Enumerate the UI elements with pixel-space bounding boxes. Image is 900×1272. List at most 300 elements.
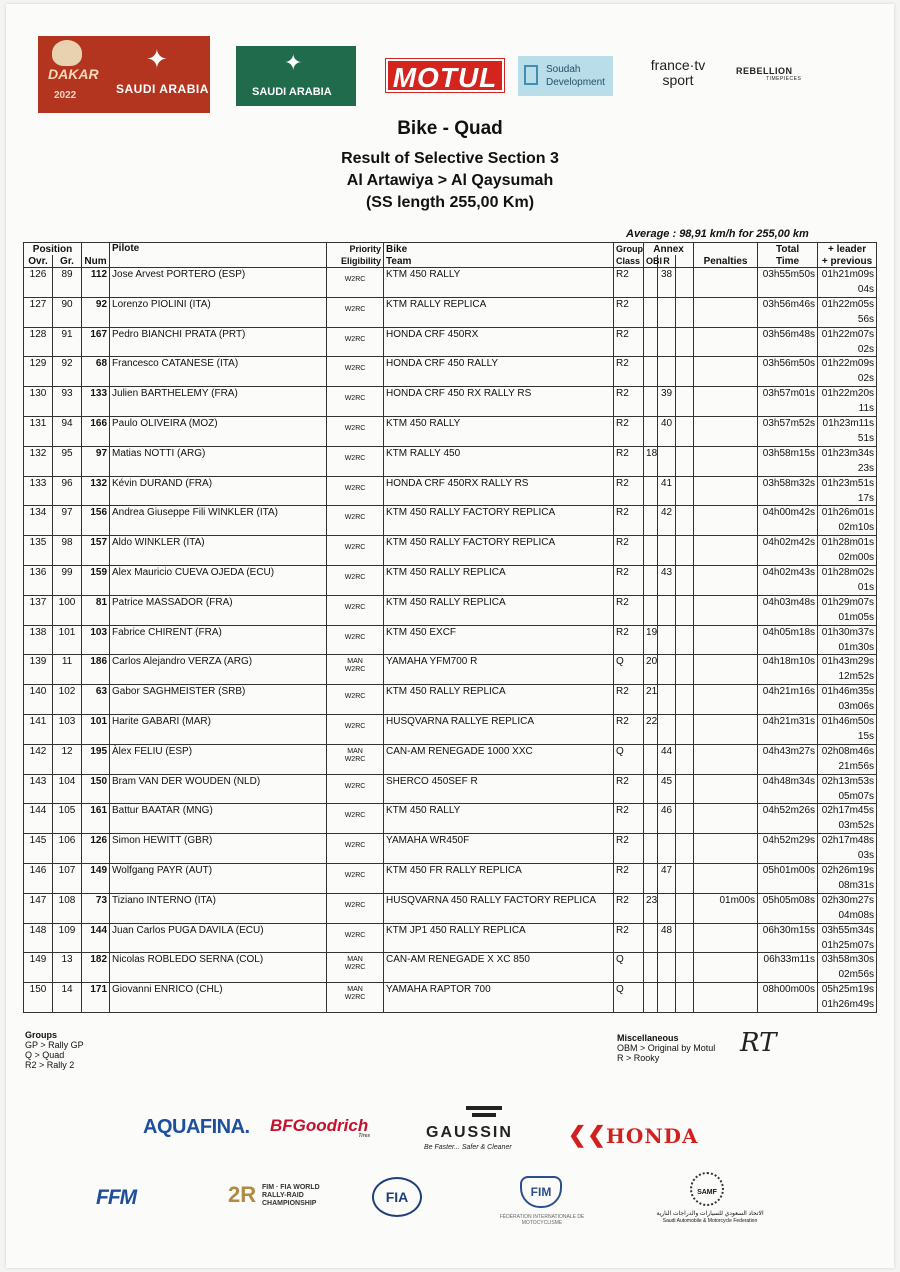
cls-cell: R2 xyxy=(614,863,644,893)
bike-cell: KTM 450 RALLY FACTORY REPLICA xyxy=(384,506,614,536)
annex-extra-cell xyxy=(676,327,694,357)
table-row xyxy=(24,834,877,864)
pen-cell xyxy=(694,953,758,983)
pen-cell xyxy=(694,268,758,298)
pen-cell xyxy=(694,595,758,625)
gap-leader: 01h28m02s xyxy=(821,566,875,578)
w2rc-mark: 2R xyxy=(228,1182,257,1207)
r-cell xyxy=(658,953,676,983)
gap-leader: 01h30m37s xyxy=(821,626,875,638)
gap-leader: 01h21m09s xyxy=(821,269,875,280)
pilote-cell: Bram VAN DER WOUDEN (NLD) xyxy=(110,774,327,804)
gap-leader: 01h46m35s xyxy=(821,686,875,698)
obi-cell: 22 xyxy=(644,714,658,744)
cls-cell: R2 xyxy=(614,923,644,953)
bike-cell: KTM 450 RALLY FACTORY REPLICA xyxy=(384,536,614,566)
eligibility-value xyxy=(329,693,381,701)
total-cell: 04h02m43s xyxy=(758,565,818,595)
total-cell: 04h43m27s xyxy=(758,744,818,774)
table-row xyxy=(24,536,877,566)
leader-previous-cell xyxy=(818,268,877,298)
total-cell: 04h21m16s xyxy=(758,685,818,715)
bike-cell: KTM RALLY 450 xyxy=(384,446,614,476)
obi-cell xyxy=(644,774,658,804)
ovr-cell: 150 xyxy=(24,983,53,1013)
eligibility-tag: W2RC xyxy=(344,365,366,373)
r-cell xyxy=(658,655,676,685)
gap-previous: 51s xyxy=(857,432,875,444)
annex-extra-cell xyxy=(676,744,694,774)
annex-extra-cell xyxy=(676,863,694,893)
cls-cell: R2 xyxy=(614,476,644,506)
r-cell: 48 xyxy=(658,923,676,953)
gr-cell: 101 xyxy=(53,625,82,655)
eligibility-tag: W2RC xyxy=(344,573,366,581)
pilote-cell: Gabor SAGHMEISTER (SRB) xyxy=(110,685,327,715)
annex-extra-cell xyxy=(676,536,694,566)
eligibility-cell xyxy=(327,268,384,298)
leader-previous-cell xyxy=(818,953,877,983)
gr-cell: 11 xyxy=(53,655,82,685)
groups-legend-item: R2 > Rally 2 xyxy=(25,1060,75,1070)
gaussin-stripe-icon xyxy=(472,1113,496,1117)
pen-cell xyxy=(694,983,758,1013)
gap-previous: 21m56s xyxy=(838,760,875,772)
w2rc-logo xyxy=(228,1180,328,1216)
samf-emblem-icon xyxy=(690,1172,724,1206)
gap-leader: 02h26m19s xyxy=(821,864,875,876)
pilote-cell: Lorenzo PIOLINI (ITA) xyxy=(110,297,327,327)
table-row xyxy=(24,387,877,417)
total-cell: 03h58m15s xyxy=(758,446,818,476)
eligibility-value xyxy=(329,395,381,403)
pilote-cell: Jose Arvest PORTERO (ESP) xyxy=(110,268,327,298)
annex-extra-cell xyxy=(676,595,694,625)
annex-extra-cell xyxy=(676,268,694,298)
eligibility-value xyxy=(329,425,381,433)
leader-header: + leader xyxy=(818,243,877,256)
pilote-cell: Nicolas ROBLEDO SERNA (COL) xyxy=(110,953,327,983)
saudi-arabia-logo xyxy=(236,46,356,106)
eligibility-tag: W2RC xyxy=(344,871,366,879)
bike-cell: KTM RALLY REPLICA xyxy=(384,297,614,327)
ovr-cell: 141 xyxy=(24,714,53,744)
r-cell: 45 xyxy=(658,774,676,804)
leader-previous-cell xyxy=(818,863,877,893)
motul-logo: MOTUL xyxy=(386,59,504,92)
eligibility-tag: W2RC xyxy=(344,964,366,972)
table-row xyxy=(24,685,877,715)
gr-cell: 90 xyxy=(53,297,82,327)
time-header: Time xyxy=(758,255,818,268)
fim-wordmark: FIM xyxy=(530,1185,552,1199)
ovr-cell: 142 xyxy=(24,744,53,774)
obi-cell xyxy=(644,268,658,298)
pen-cell xyxy=(694,714,758,744)
pilote-cell: Fabrice CHIRENT (FRA) xyxy=(110,625,327,655)
obi-cell xyxy=(644,357,658,387)
num-cell: 171 xyxy=(82,983,110,1013)
pilote-cell: Andrea Giuseppe Fili WINKLER (ITA) xyxy=(110,506,327,536)
gap-leader: 02h13m53s xyxy=(821,775,875,787)
bike-cell: HONDA CRF 450RX xyxy=(384,327,614,357)
eligibility-cell xyxy=(327,476,384,506)
eligibility-cell xyxy=(327,506,384,536)
num-cell: 167 xyxy=(82,327,110,357)
leader-previous-cell xyxy=(818,476,877,506)
eligibility-value xyxy=(329,872,381,880)
leader-previous-cell xyxy=(818,506,877,536)
obi-cell xyxy=(644,327,658,357)
palm-swords-icon: ✦ xyxy=(146,44,168,74)
r-cell xyxy=(658,446,676,476)
pilote-cell: Julien BARTHELEMY (FRA) xyxy=(110,387,327,417)
annex-extra-cell xyxy=(676,506,694,536)
table-row xyxy=(24,327,877,357)
annex-extra-cell xyxy=(676,446,694,476)
gap-leader: 01h23m11s xyxy=(822,417,875,429)
gap-leader: 02h17m48s xyxy=(821,835,875,847)
eligibility-tag: W2RC xyxy=(344,305,366,313)
pen-cell xyxy=(694,387,758,417)
gap-leader: 03h58m30s xyxy=(821,954,875,966)
bike-cell: YAMAHA RAPTOR 700 xyxy=(384,983,614,1013)
eligibility-cell xyxy=(327,297,384,327)
eligibility-tag: W2RC xyxy=(344,931,366,939)
obi-cell xyxy=(644,744,658,774)
gap-previous: 03s xyxy=(857,850,875,862)
gr-header: Gr. xyxy=(53,255,82,268)
num-cell: 112 xyxy=(82,268,110,298)
total-cell: 04h48m34s xyxy=(758,774,818,804)
annex-extra-cell xyxy=(676,565,694,595)
table-row xyxy=(24,983,877,1013)
saudi-arabia-wordmark: SAUDI ARABIA xyxy=(252,86,332,98)
bike-cell: HONDA CRF 450 RALLY xyxy=(384,357,614,387)
num-cell: 157 xyxy=(82,536,110,566)
gap-previous: 15s xyxy=(857,730,875,742)
penalties-header: Penalties xyxy=(694,255,758,268)
aquafina-logo: AQUAFINA. xyxy=(143,1116,250,1138)
annex-extra-cell xyxy=(676,953,694,983)
eligibility-value xyxy=(329,365,381,373)
num-cell: 166 xyxy=(82,416,110,446)
eligibility-cell xyxy=(327,536,384,566)
r-cell xyxy=(658,983,676,1013)
groups-legend-item: GP > Rally GP xyxy=(25,1040,84,1050)
gap-previous: 05m07s xyxy=(838,790,875,802)
annex-extra-cell xyxy=(676,893,694,923)
gr-cell: 109 xyxy=(53,923,82,953)
eligibility-tag: W2RC xyxy=(344,514,366,522)
fim-sub: FÉDÉRATION INTERNATIONALE DE MOTOCYCLISME xyxy=(499,1214,585,1226)
dakar-helmet-icon xyxy=(52,40,82,66)
position-header: Position xyxy=(24,243,82,256)
eligibility-tag: W2RC xyxy=(344,722,366,730)
bike-cell: KTM 450 RALLY xyxy=(384,804,614,834)
soudah-line-1: Soudah xyxy=(546,64,581,75)
eligibility-cell xyxy=(327,446,384,476)
pilote-cell: Battur BAATAR (MNG) xyxy=(110,804,327,834)
num-cell: 103 xyxy=(82,625,110,655)
total-cell: 04h05m18s xyxy=(758,625,818,655)
ftv-line-2: sport xyxy=(662,72,694,88)
pen-cell xyxy=(694,506,758,536)
gr-cell: 102 xyxy=(53,685,82,715)
eligibility-tag: MAN xyxy=(347,956,363,964)
num-cell: 97 xyxy=(82,446,110,476)
r-cell xyxy=(658,327,676,357)
eligibility-tag: W2RC xyxy=(344,484,366,492)
eligibility-tag: W2RC xyxy=(344,276,366,283)
num-cell: 195 xyxy=(82,744,110,774)
eligibility-cell xyxy=(327,983,384,1013)
eligibility-cell xyxy=(327,625,384,655)
eligibility-cell xyxy=(327,893,384,923)
eligibility-value xyxy=(329,842,381,850)
pen-cell xyxy=(694,446,758,476)
bike-cell: YAMAHA YFM700 R xyxy=(384,655,614,685)
gap-leader: 01h43m29s xyxy=(821,656,875,668)
table-row xyxy=(24,268,877,298)
ovr-cell: 140 xyxy=(24,685,53,715)
bike-cell: KTM JP1 450 RALLY REPLICA xyxy=(384,923,614,953)
gr-cell: 96 xyxy=(53,476,82,506)
annex-extra-cell xyxy=(676,714,694,744)
misc-legend-title: Miscellaneous xyxy=(617,1033,679,1043)
cls-cell: R2 xyxy=(614,297,644,327)
obi-cell: 20 xyxy=(644,655,658,685)
obi-cell: 23 xyxy=(644,893,658,923)
leader-previous-cell xyxy=(818,536,877,566)
leader-previous-cell xyxy=(818,446,877,476)
num-cell: 156 xyxy=(82,506,110,536)
eligibility-value xyxy=(329,514,381,522)
total-cell: 06h33m11s xyxy=(758,953,818,983)
gaussin-stripe-icon xyxy=(466,1106,502,1110)
pilote-cell: Harite GABARI (MAR) xyxy=(110,714,327,744)
eligibility-value xyxy=(329,658,381,674)
eligibility-cell xyxy=(327,416,384,446)
gr-cell: 99 xyxy=(53,565,82,595)
gap-leader: 01h26m01s xyxy=(821,507,875,519)
table-row xyxy=(24,893,877,923)
bike-cell: KTM 450 RALLY xyxy=(384,268,614,298)
dakar-country: SAUDI ARABIA xyxy=(116,82,209,96)
misc-legend-item: OBM > Original by Motul xyxy=(617,1043,716,1053)
obi-cell xyxy=(644,595,658,625)
gr-cell: 91 xyxy=(53,327,82,357)
eligibility-value xyxy=(329,276,381,284)
rebellion-sub: TIMEPIECES xyxy=(766,76,802,82)
table-row xyxy=(24,774,877,804)
pen-cell xyxy=(694,625,758,655)
obi-header: OBI xyxy=(644,255,658,268)
gr-cell: 107 xyxy=(53,863,82,893)
gap-previous: 01s xyxy=(857,581,875,593)
r-header: R xyxy=(658,255,676,268)
ovr-cell: 149 xyxy=(24,953,53,983)
gr-cell: 104 xyxy=(53,774,82,804)
annex-extra-header xyxy=(676,255,694,268)
gap-previous: 01h26m49s xyxy=(821,999,875,1011)
total-cell: 04h02m42s xyxy=(758,536,818,566)
annex-extra-cell xyxy=(676,774,694,804)
r-cell: 43 xyxy=(658,565,676,595)
pilote-cell: Kévin DURAND (FRA) xyxy=(110,476,327,506)
misc-legend xyxy=(617,1033,715,1063)
cls-cell: R2 xyxy=(614,565,644,595)
pen-cell xyxy=(694,536,758,566)
groups-legend-item: Q > Quad xyxy=(25,1050,65,1060)
rebellion-wordmark: REBELLION xyxy=(736,66,793,76)
gap-leader: 01h22m07s xyxy=(821,328,875,340)
misc-legend-item: R > Rooky xyxy=(617,1053,660,1063)
groups-legend-title: Groups xyxy=(25,1030,58,1040)
r-cell xyxy=(658,297,676,327)
gap-previous: 04m08s xyxy=(838,909,875,921)
annex-extra-cell xyxy=(676,387,694,417)
eligibility-value xyxy=(329,544,381,552)
cls-cell: R2 xyxy=(614,387,644,417)
annex-extra-cell xyxy=(676,923,694,953)
gr-cell: 108 xyxy=(53,893,82,923)
eligibility-cell xyxy=(327,923,384,953)
table-row xyxy=(24,565,877,595)
pilote-header: Pilote xyxy=(110,243,327,268)
num-cell: 126 xyxy=(82,834,110,864)
num-cell: 186 xyxy=(82,655,110,685)
bfgoodrich-logo xyxy=(270,1116,371,1139)
r-cell: 42 xyxy=(658,506,676,536)
num-cell: 144 xyxy=(82,923,110,953)
num-cell: 92 xyxy=(82,297,110,327)
table-row xyxy=(24,923,877,953)
cls-cell: Q xyxy=(614,983,644,1013)
gap-previous: 01h25m07s xyxy=(821,939,875,951)
pen-cell xyxy=(694,565,758,595)
bike-cell: KTM 450 RALLY REPLICA xyxy=(384,565,614,595)
r-cell: 44 xyxy=(658,744,676,774)
r-cell: 46 xyxy=(658,804,676,834)
annex-extra-cell xyxy=(676,476,694,506)
cls-cell: R2 xyxy=(614,714,644,744)
results-table xyxy=(23,242,877,1013)
gap-leader: 02h08m46s xyxy=(821,745,875,757)
eligibility-cell xyxy=(327,357,384,387)
num-cell: 63 xyxy=(82,685,110,715)
table-row xyxy=(24,714,877,744)
eligibility-cell xyxy=(327,387,384,417)
total-cell: 04h18m10s xyxy=(758,655,818,685)
cls-cell: R2 xyxy=(614,357,644,387)
annex-extra-cell xyxy=(676,804,694,834)
total-cell: 06h30m15s xyxy=(758,923,818,953)
signature: RT xyxy=(740,1028,777,1058)
ffm-logo xyxy=(96,1186,166,1208)
eligibility-tag: W2RC xyxy=(344,335,366,343)
category-title: Bike - Quad xyxy=(397,118,503,139)
obi-cell xyxy=(644,476,658,506)
eligibility-cell xyxy=(327,595,384,625)
pilote-cell: Francesco CATANESE (ITA) xyxy=(110,357,327,387)
leader-previous-cell xyxy=(818,923,877,953)
pilote-cell: Matias NOTTI (ARG) xyxy=(110,446,327,476)
gr-cell: 100 xyxy=(53,595,82,625)
palm-swords-icon: ✦ xyxy=(284,50,303,75)
gap-leader: 01h46m50s xyxy=(821,715,875,727)
bike-cell: KTM 450 RALLY xyxy=(384,416,614,446)
cls-cell: R2 xyxy=(614,446,644,476)
obi-cell xyxy=(644,804,658,834)
obi-cell: 19 xyxy=(644,625,658,655)
pilote-cell: Pedro BIANCHI PRATA (PRT) xyxy=(110,327,327,357)
cls-cell: R2 xyxy=(614,416,644,446)
cls-cell: R2 xyxy=(614,595,644,625)
table-row xyxy=(24,744,877,774)
ovr-cell: 139 xyxy=(24,655,53,685)
group-header: Group xyxy=(614,243,644,256)
leader-previous-cell xyxy=(818,983,877,1013)
gr-cell: 14 xyxy=(53,983,82,1013)
cls-cell: R2 xyxy=(614,804,644,834)
total-cell: 03h56m48s xyxy=(758,327,818,357)
gr-cell: 105 xyxy=(53,804,82,834)
eligibility-value xyxy=(329,604,381,612)
ovr-cell: 143 xyxy=(24,774,53,804)
route-title: Al Artawiya > Al Qaysumah xyxy=(346,172,554,189)
bike-cell: CAN-AM RENEGADE X XC 850 xyxy=(384,953,614,983)
pen-cell xyxy=(694,327,758,357)
r-cell xyxy=(658,536,676,566)
honda-wing-icon: ❮❮ xyxy=(568,1122,607,1148)
annex-extra-cell xyxy=(676,297,694,327)
leader-previous-cell xyxy=(818,774,877,804)
num-cell: 68 xyxy=(82,357,110,387)
length-title: (SS length 255,00 Km) xyxy=(365,194,535,211)
pilote-cell: Patrice MASSADOR (FRA) xyxy=(110,595,327,625)
penalties-spacer xyxy=(694,243,758,256)
table-row xyxy=(24,416,877,446)
gap-previous: 03m52s xyxy=(838,820,875,832)
gap-leader: 01h22m05s xyxy=(821,298,875,310)
ovr-cell: 129 xyxy=(24,357,53,387)
dakar-year: 2022 xyxy=(54,90,77,101)
gr-cell: 92 xyxy=(53,357,82,387)
dakar-saudi-arabia-logo xyxy=(38,36,210,113)
obi-cell xyxy=(644,536,658,566)
cls-cell: R2 xyxy=(614,625,644,655)
eligibility-tag: W2RC xyxy=(344,693,366,701)
eligibility-cell xyxy=(327,327,384,357)
gap-leader: 03h55m34s xyxy=(821,924,875,936)
ovr-cell: 134 xyxy=(24,506,53,536)
gap-previous: 08m31s xyxy=(838,879,875,891)
section-title: Result of Selective Section 3 xyxy=(341,150,559,167)
leader-previous-cell xyxy=(818,834,877,864)
eligibility-value xyxy=(329,455,381,463)
gr-cell: 93 xyxy=(53,387,82,417)
fim-logo xyxy=(499,1176,585,1226)
pen-cell xyxy=(694,774,758,804)
ovr-cell: 145 xyxy=(24,834,53,864)
gr-cell: 12 xyxy=(53,744,82,774)
soudah-development-logo xyxy=(518,56,613,96)
ovr-cell: 137 xyxy=(24,595,53,625)
gr-cell: 89 xyxy=(53,268,82,298)
eligibility-tag: W2RC xyxy=(344,994,366,1002)
leader-previous-cell xyxy=(818,625,877,655)
